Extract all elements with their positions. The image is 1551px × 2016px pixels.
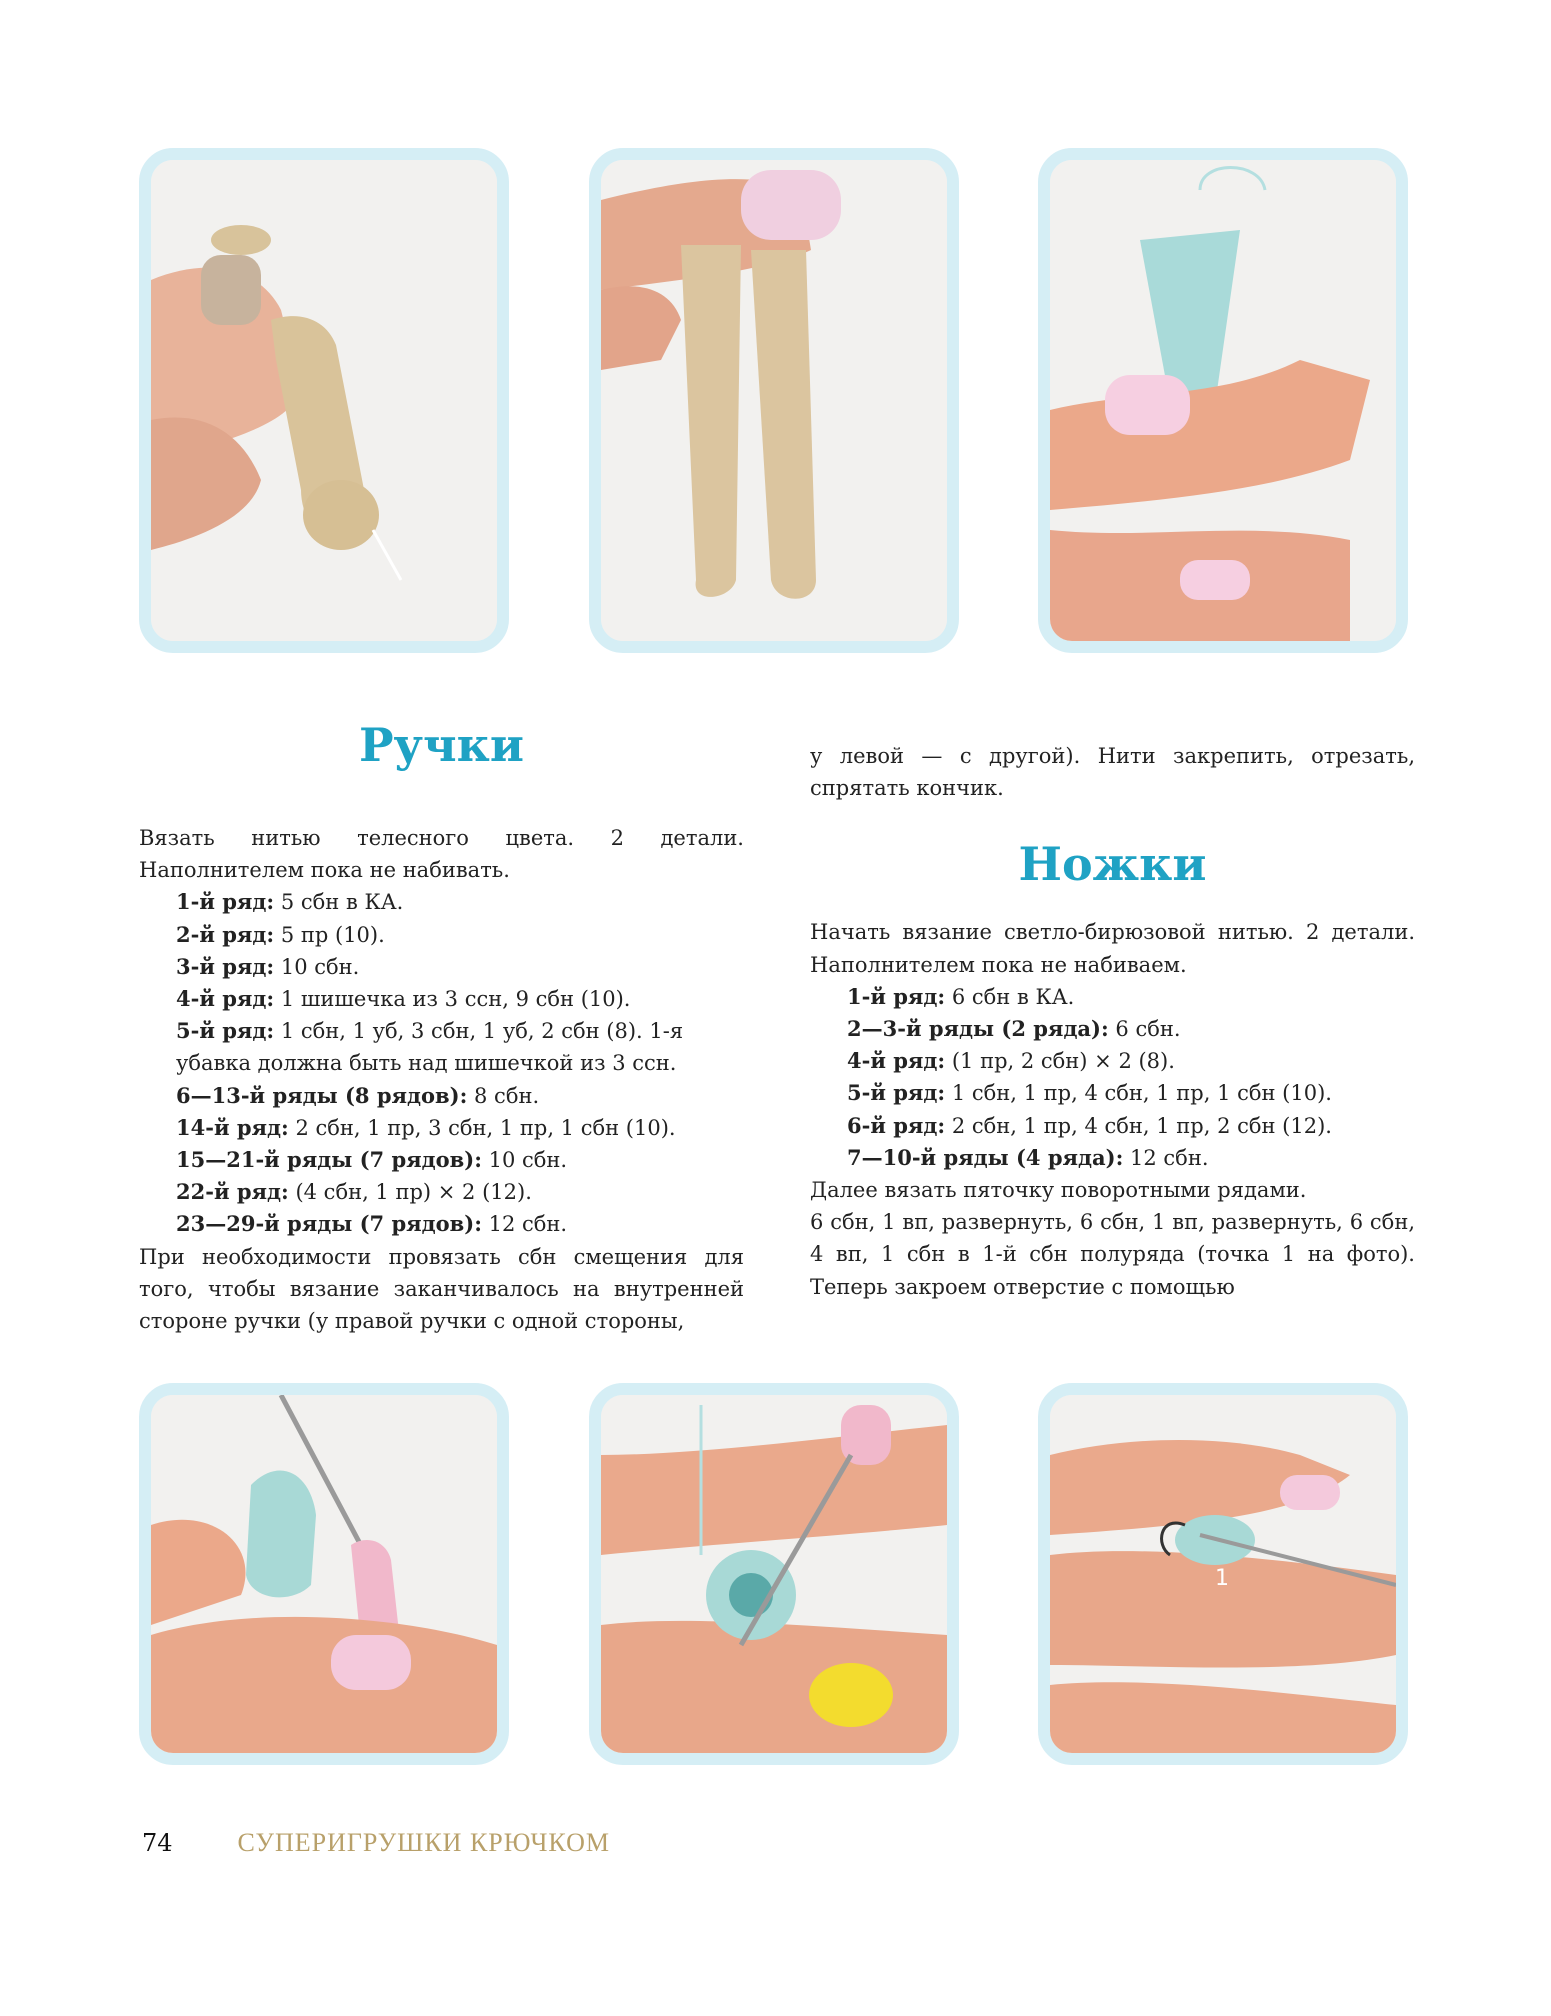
photo-arm-piece — [139, 148, 509, 653]
arms-row: 4-й ряд: 1 шишечка из 3 ссн, 9 сбн (10). — [176, 986, 631, 1012]
photo-heel-point — [1038, 1383, 1408, 1765]
legs-row: 2—3-й ряды (2 ряда): 6 сбн. — [847, 1016, 1181, 1042]
legs-intro: Начать вязание светло-бирюзовой нитью. 2 детали. Наполнителем пока не набиваем. — [810, 920, 1415, 977]
page-number: 74 — [142, 1829, 173, 1857]
right-column — [810, 740, 1415, 1303]
arms-row: 3-й ряд: 10 сбн. — [176, 953, 360, 979]
arms-row: 5-й ряд: 1 сбн, 1 уб, 3 сбн, 1 уб, 2 сбн (8). 1-я убавка должна быть над шишечкой из 3 ссн. — [176, 1018, 684, 1076]
arms-continuation: у левой — с другой). Нити закрепить, отрезать, спрятать кончик. — [810, 744, 1415, 801]
running-title: СУПЕРИГРУШКИ КРЮЧКОМ — [237, 1828, 610, 1857]
heading-legs: Ножки — [1018, 837, 1207, 892]
legs-row: 7—10-й ряды (4 ряда): 12 сбн. — [847, 1144, 1209, 1170]
page-footer — [142, 1828, 610, 1858]
legs-row: 5-й ряд: 1 сбн, 1 пр, 4 сбн, 1 пр, 1 сбн (10). — [847, 1080, 1332, 1106]
photo-heel-hook — [139, 1383, 509, 1765]
arms-row: 1-й ряд: 5 сбн в КА. — [176, 889, 404, 915]
legs-row: 6-й ряд: 2 сбн, 1 пр, 4 сбн, 1 пр, 2 сбн (12). — [847, 1112, 1332, 1138]
point-label: 1 — [1215, 1566, 1229, 1591]
arms-row: 14-й ряд: 2 сбн, 1 пр, 3 сбн, 1 пр, 1 сбн (10). — [176, 1114, 676, 1140]
arms-row: 22-й ряд: (4 сбн, 1 пр) × 2 (12). — [176, 1179, 532, 1205]
arms-row: 6—13-й ряды (8 рядов): 8 сбн. — [176, 1082, 540, 1108]
heading-arms: Ручки — [358, 718, 525, 772]
legs-row: 4-й ряд: (1 пр, 2 сбн) × 2 (8). — [847, 1048, 1175, 1074]
photo-foot-ring — [589, 1383, 959, 1765]
legs-row: 1-й ряд: 6 сбн в КА. — [847, 983, 1075, 1009]
left-column — [139, 715, 744, 1337]
arms-row: 15—21-й ряды (7 рядов): 10 сбн. — [176, 1147, 568, 1173]
arms-row: 2-й ряд: 5 пр (10). — [176, 921, 385, 947]
arms-intro: Вязать нитью телесного цвета. 2 детали. Наполнителем пока не набивать. — [139, 826, 744, 883]
arms-row: 23—29-й ряды (7 рядов): 12 сбн. — [176, 1211, 568, 1237]
arms-outro: При необходимости провязать сбн смещения для того, чтобы вязание заканчивалось на внутренней стороне ручки (у правой ручки с одной стороны, — [139, 1244, 744, 1334]
photo-foot-start — [1038, 148, 1408, 653]
legs-outro-2: 6 сбн, 1 вп, развернуть, 6 сбн, 1 вп, развернуть, 6 сбн, 4 вп, 1 сбн в 1-й сбн полуряда (точка 1 на фото). Теперь закроем отверстие с помощью — [810, 1210, 1415, 1299]
photo-legs-pair — [589, 148, 959, 653]
legs-outro-1: Далее вязать пяточку поворотными рядами. — [810, 1178, 1307, 1203]
